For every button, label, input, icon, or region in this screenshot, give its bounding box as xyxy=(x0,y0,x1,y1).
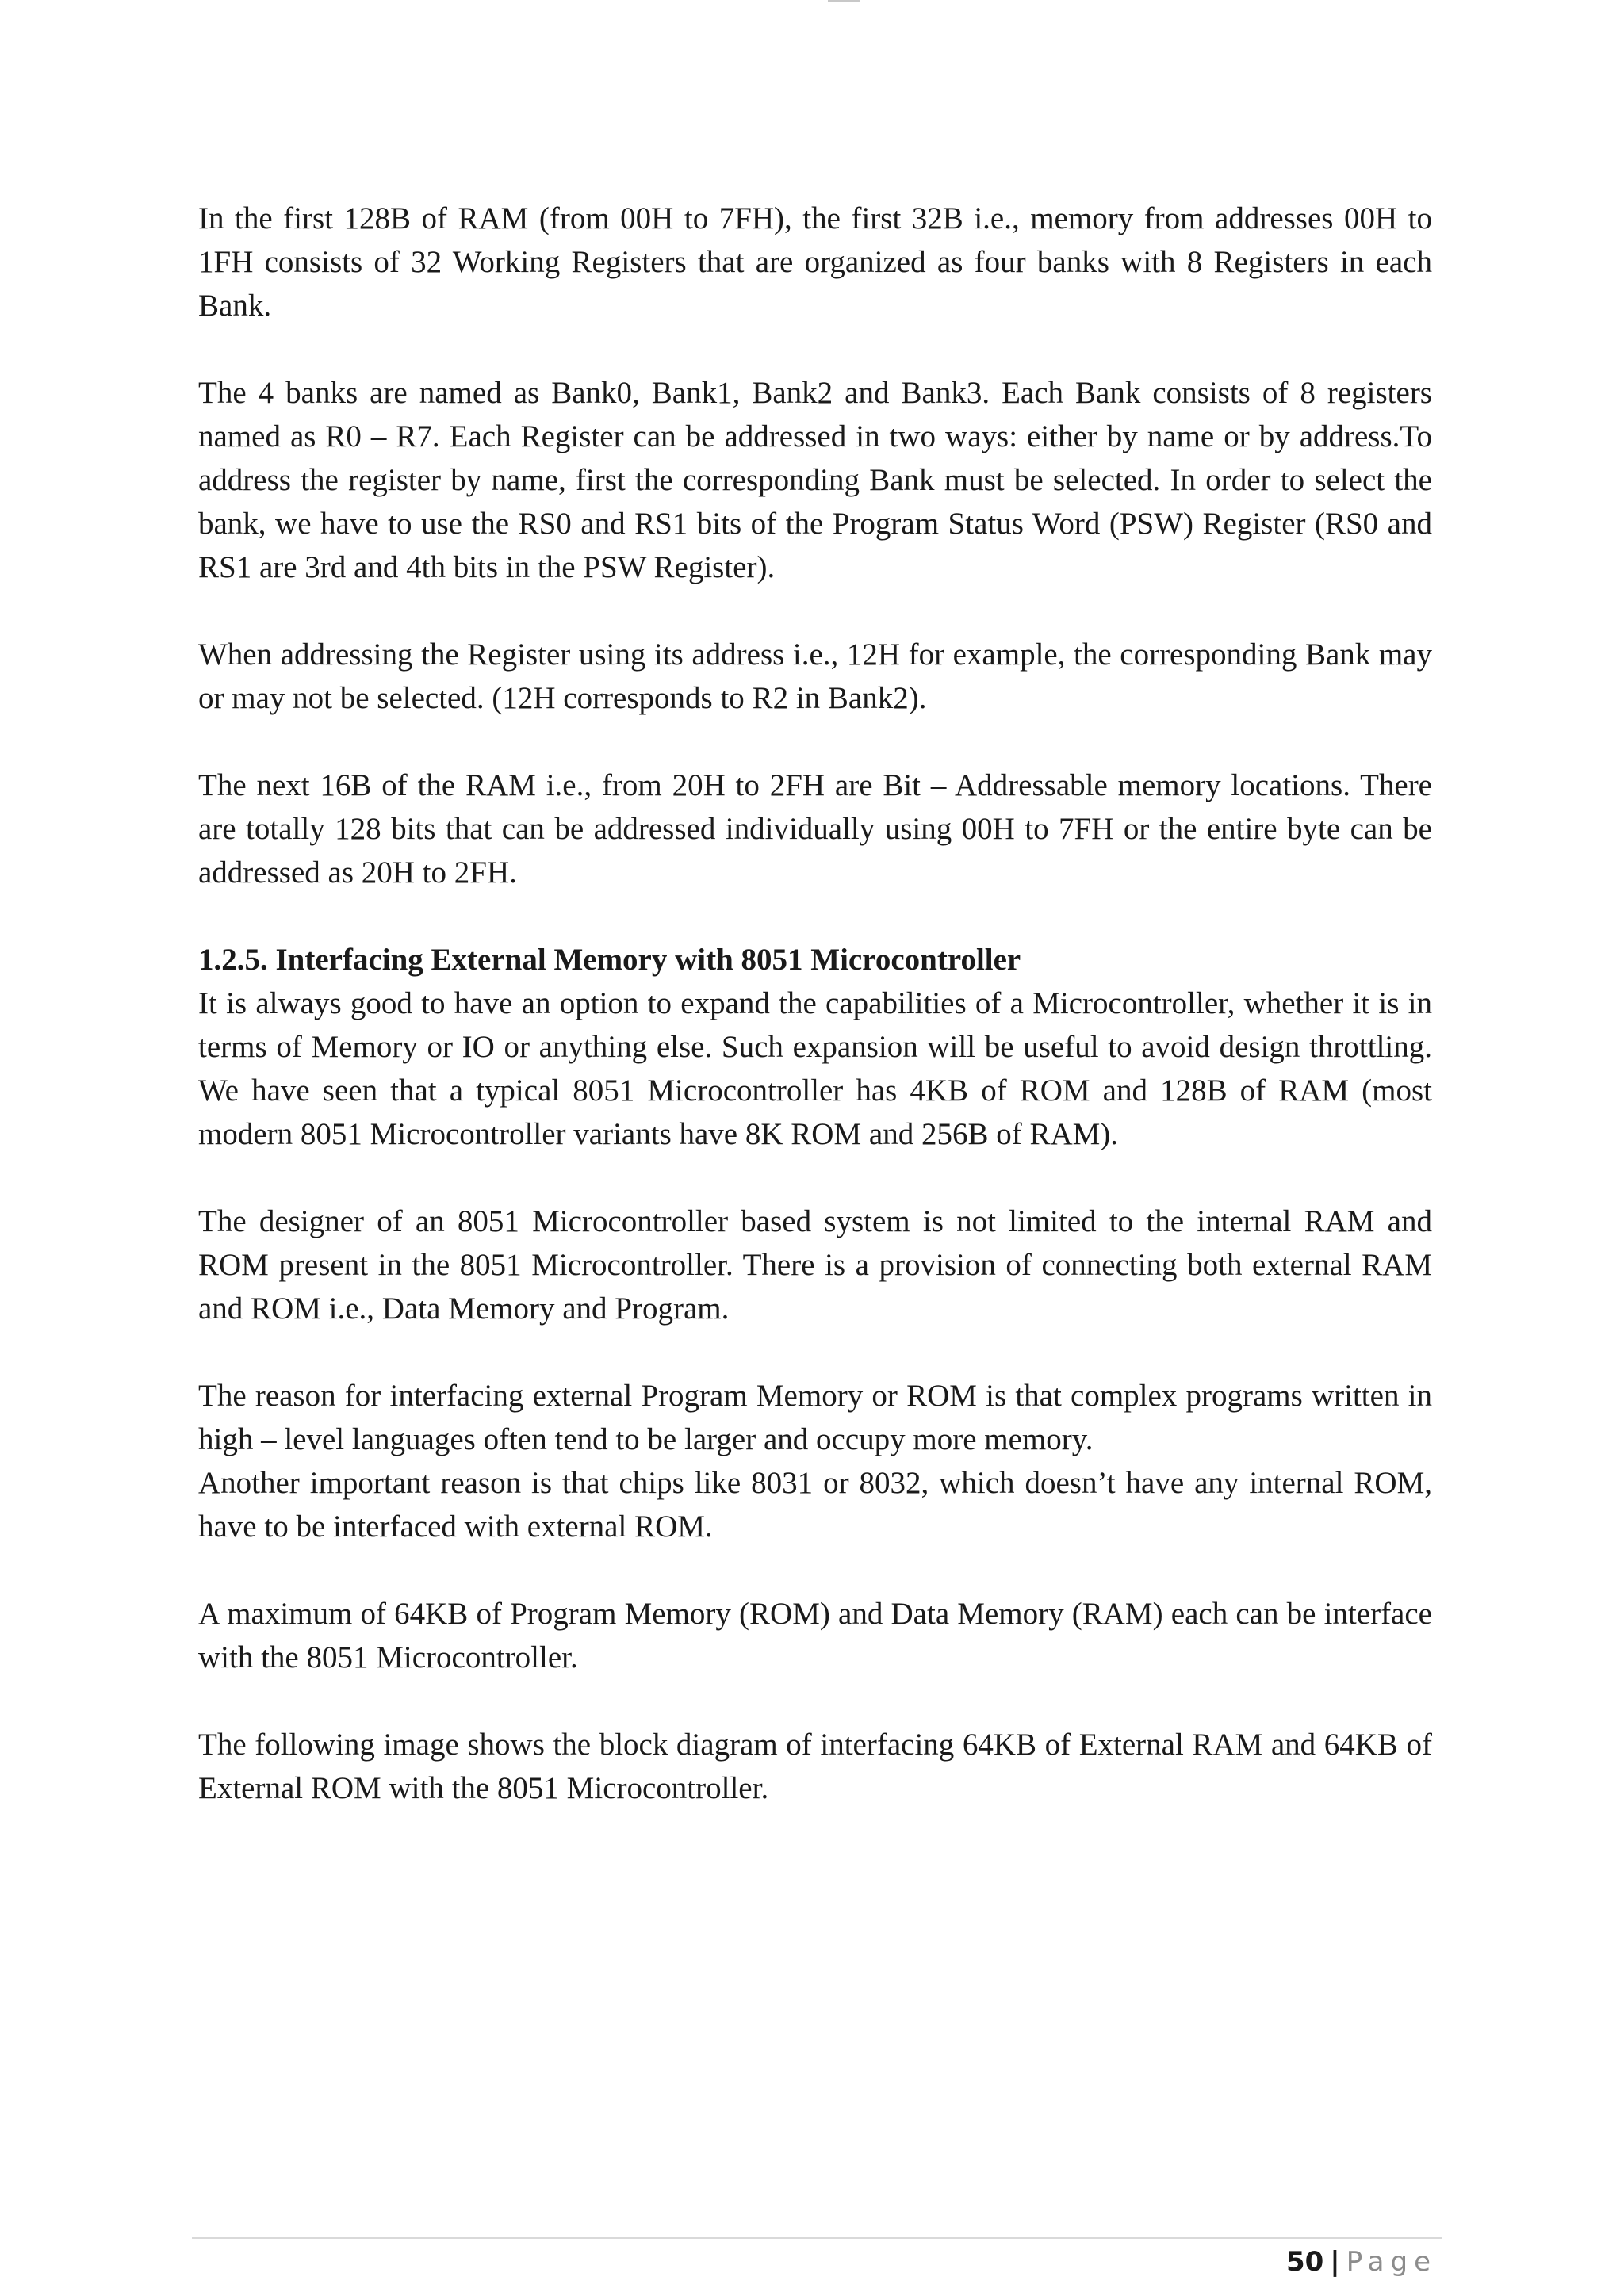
paragraph-working-registers: In the first 128B of RAM (from 00H to 7FH), the first 32B i.e., memory from addresses 00H to 1FH consists of 32 Working Registers that are organized as four banks with 8 Registers in each Bank. xyxy=(198,201,1432,323)
paragraph-expansion: It is always good to have an option to expand the capabilities of a Microcontroller, whether it is in terms of Memory or IO or anything else. Such expansion will be useful to avoid design throttling. We have seen that a typical 8051 Microcontroller has 4KB of ROM and 128B of RAM (most modern 8051 Microcontroller variants have 8K ROM and 256B of RAM). xyxy=(198,986,1432,1151)
paragraph-reason: The reason for interfacing external Program Memory or ROM is that complex programs written in high – level languages often tend to be larger and occupy more memory. xyxy=(198,1379,1432,1456)
section-heading: 1.2.5. Interfacing External Memory with 8051 Microcontroller xyxy=(198,943,1021,977)
page-content xyxy=(198,197,1432,1854)
paragraph-maximum-memory: A maximum of 64KB of Program Memory (ROM) and Data Memory (RAM) each can be interface with the 8051 Microcontroller. xyxy=(198,1597,1432,1674)
paragraph-block-diagram-intro: The following image shows the block diagram of interfacing 64KB of External RAM and 64KB of External ROM with the 8051 Microcontroller. xyxy=(198,1728,1432,1805)
paragraph-register-addressing: When addressing the Register using its address i.e., 12H for example, the corresponding Bank may or may not be selected. (12H corresponds to R2 in Bank2). xyxy=(198,637,1432,715)
top-page-mark xyxy=(828,0,860,2)
paragraph-designer: The designer of an 8051 Microcontroller based system is not limited to the internal RAM and ROM present in the 8051 Microcontroller. There is a provision of connecting both external RAM and ROM i.e., Data Memory and Program. xyxy=(198,1204,1432,1326)
page-label: Page xyxy=(1346,2246,1437,2278)
paragraph-bit-addressable: The next 16B of the RAM i.e., from 20H to 2FH are Bit – Addressable memory locations. There are totally 128 bits that can be addressed individually using 00H to 7FH or the entire byte can be addressed as 20H to 2FH. xyxy=(198,768,1432,890)
page-number: 50 xyxy=(1285,2246,1324,2278)
page-footer xyxy=(1286,2242,1437,2282)
paragraph-register-banks: The 4 banks are named as Bank0, Bank1, Bank2 and Bank3. Each Bank consists of 8 registers named as R0 – R7. Each Register can be addressed in two ways: either by name or by address.To address the register by name, first the corresponding Bank must be selected. In order to select the bank, we have to use the RS0 and RS1 bits of the Program Status Word (PSW) Register (RS0 and RS1 are 3rd and 4th bits in the PSW Register). xyxy=(198,376,1432,584)
footer-divider xyxy=(192,2237,1442,2239)
paragraph-another-reason: Another important reason is that chips like 8031 or 8032, which doesn’t have any internal ROM, have to be interfaced with external ROM. xyxy=(198,1466,1432,1544)
footer-separator: | xyxy=(1330,2246,1340,2278)
